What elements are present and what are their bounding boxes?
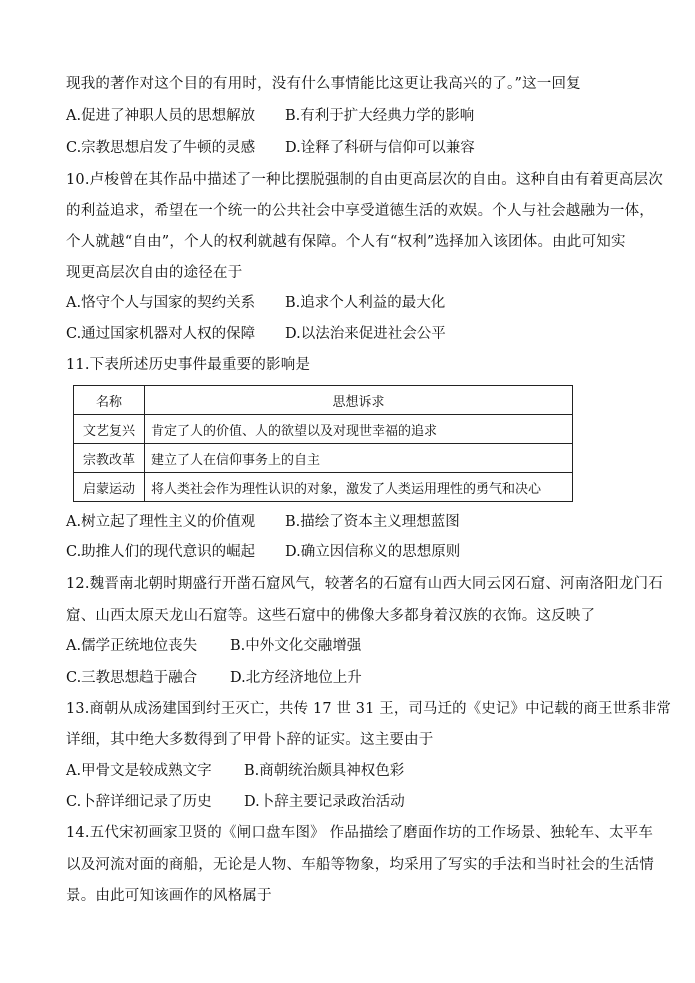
table-row	[74, 444, 573, 473]
table-cell-claim: 将人类社会作为理性认识的对象，激发了人类运用理性的勇气和决心	[145, 473, 573, 502]
q12-stem-line: 12.魏晋南北朝时期盛行开凿石窟风气，较著名的石窟有山西大同云冈石窟、河南洛阳龙门石	[66, 576, 663, 592]
q11-option-a[interactable]: A.树立起了理性主义的价值观	[66, 514, 256, 530]
q11-option-b[interactable]: B.描绘了资本主义理想蓝图	[285, 514, 460, 530]
q10-stem-line: 10.卢梭曾在其作品中描述了一种比摆脱强制的自由更高层次的自由。这种自由有着更高层次	[66, 172, 663, 188]
q10-stem-line: 个人就越“自由”，个人的权利就越有保障。个人有“权利”选择加入该团体。由此可知实	[66, 234, 626, 250]
table-cell-claim: 建立了人在信仰事务上的自主	[145, 444, 573, 473]
q10-option-d[interactable]: D.以法治来促进社会公平	[285, 326, 446, 342]
q9-stem-tail: 现我的著作对这个目的有用时，没有什么事情能比这更让我高兴的了。”这一回复	[66, 76, 581, 92]
q13-stem-line: 详细，其中绝大多数得到了甲骨卜辞的证实。这主要由于	[66, 732, 434, 748]
q11-stem: 11.下表所述历史事件最重要的影响是	[66, 357, 311, 373]
q9-option-d[interactable]: D.诠释了科研与信仰可以兼容	[285, 140, 475, 156]
q10-stem-line: 的利益追求，希望在一个统一的公共社会中享受道德生活的欢娱。个人与社会越融为一体，	[66, 203, 654, 219]
table-cell-claim: 肯定了人的价值、人的欲望以及对现世幸福的追求	[145, 415, 573, 444]
table-cell-name: 宗教改革	[74, 444, 145, 473]
q9-option-b[interactable]: B.有利于扩大经典力学的影响	[285, 108, 475, 124]
q10-option-a[interactable]: A.恪守个人与国家的契约关系	[66, 295, 256, 311]
table-header-row	[74, 386, 573, 415]
q13-stem-line: 13.商朝从成汤建国到纣王灭亡，共传 17 世 31 王，司马迁的《史记》中记载的商王世系非常	[66, 701, 671, 717]
q12-option-c[interactable]: C.三教思想趋于融合	[66, 670, 198, 686]
table-cell-name: 启蒙运动	[74, 473, 145, 502]
table-header-name: 名称	[74, 386, 145, 415]
q14-stem-line: 景。由此可知该画作的风格属于	[66, 888, 272, 904]
q13-option-a[interactable]: A.甲骨文是较成熟文字	[66, 763, 212, 779]
q12-option-d[interactable]: D.北方经济地位上升	[230, 670, 362, 686]
q11-table	[73, 385, 573, 502]
q12-option-b[interactable]: B.中外文化交融增强	[230, 638, 362, 654]
table-row	[74, 415, 573, 444]
q10-option-c[interactable]: C.通过国家机器对人权的保障	[66, 326, 256, 342]
q9-option-c[interactable]: C.宗教思想启发了牛顿的灵感	[66, 140, 256, 156]
q12-stem-line: 窟、山西太原天龙山石窟等。这些石窟中的佛像大多都身着汉族的衣饰。这反映了	[66, 608, 596, 624]
q11-option-c[interactable]: C.助推人们的现代意识的崛起	[66, 544, 256, 560]
table-header-claim: 思想诉求	[145, 386, 573, 415]
q13-option-d[interactable]: D.卜辞主要记录政治活动	[244, 794, 405, 810]
q14-stem-line: 14.五代宋初画家卫贤的《闸口盘车图》 作品描绘了磨面作坊的工作场景、独轮车、太平车	[66, 825, 654, 841]
table-cell-name: 文艺复兴	[74, 415, 145, 444]
q11-option-d[interactable]: D.确立因信称义的思想原则	[285, 544, 461, 560]
q12-option-a[interactable]: A.儒学正统地位丧失	[66, 638, 198, 654]
table-row	[74, 473, 573, 502]
q13-option-b[interactable]: B.商朝统治颇具神权色彩	[244, 763, 405, 779]
q9-option-a[interactable]: A.促进了神职人员的思想解放	[66, 108, 256, 124]
q14-stem-line: 以及河流对面的商船，无论是人物、车船等物象，均采用了写实的手法和当时社会的生活情	[66, 857, 654, 873]
q13-option-c[interactable]: C.卜辞详细记录了历史	[66, 794, 212, 810]
q10-stem-line: 现更高层次自由的途径在于	[66, 265, 243, 281]
q10-option-b[interactable]: B.追求个人利益的最大化	[285, 295, 446, 311]
